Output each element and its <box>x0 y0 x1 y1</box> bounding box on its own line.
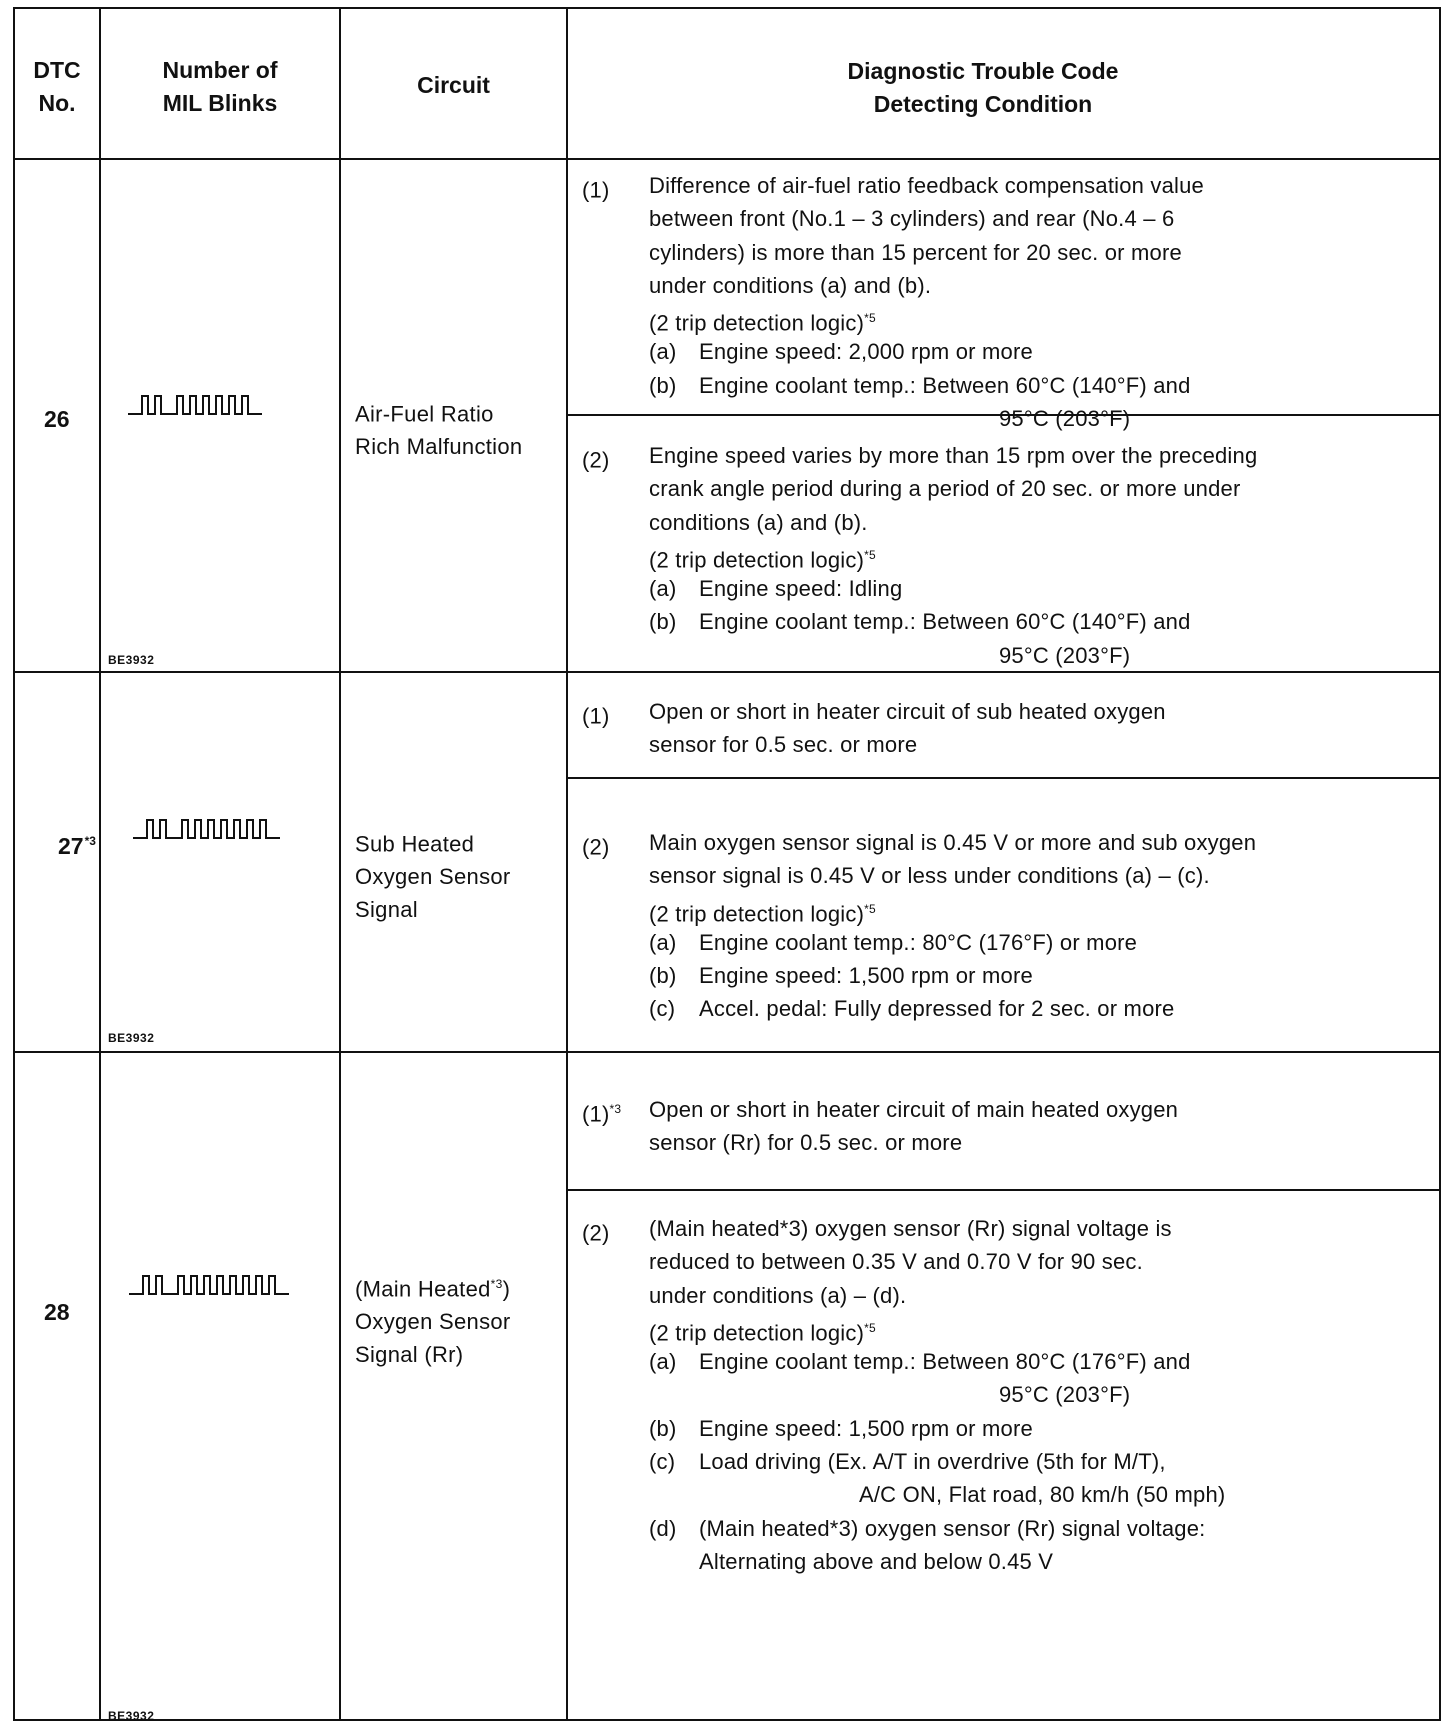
condition-text: under conditions (a) and (b). <box>649 272 932 298</box>
condition-text: cylinders) is more than 15 percent for 20 sec. or more <box>649 239 1182 265</box>
column-divider <box>99 9 101 1719</box>
header-detecting-condition: Diagnostic Trouble Code Detecting Condition <box>847 58 1119 117</box>
header-dtc-no: DTC No. <box>33 57 81 116</box>
condition-text: (Main heated*3) oxygen sensor (Rr) signal voltage is <box>649 1216 1172 1241</box>
condition-number: $(1)^{*3}$ <box>582 1101 622 1127</box>
sub-condition-label: (a) <box>649 339 677 365</box>
figure-code: BE3932 <box>108 1709 155 1723</box>
sub-condition-label: (b) <box>649 963 677 989</box>
header-mil-blinks: Number of MIL Blinks <box>162 57 278 116</box>
sub-condition-text: Engine speed: 2,000 rpm or more <box>699 339 1033 365</box>
blink-waveform <box>128 396 262 414</box>
condition-text: sensor signal is 0.45 V or less under conditions (a) – (c). <box>649 863 1210 889</box>
condition-number: (2) <box>582 447 610 473</box>
dtc-table <box>13 7 1441 1721</box>
sub-condition-text: Accel. pedal: Fully depressed for 2 sec. or more <box>699 996 1175 1022</box>
sub-condition-text: Engine speed: 1,500 rpm or more <box>699 1415 1033 1441</box>
condition-text: conditions (a) and (b). <box>649 509 868 535</box>
row-divider <box>15 671 1439 673</box>
condition-text: Engine speed varies by more than 15 rpm over the preceding <box>649 443 1258 468</box>
sub-condition-text: 95°C (203°F) <box>999 642 1131 668</box>
condition-text: sensor for 0.5 sec. or more <box>649 732 918 758</box>
sub-condition-text: Load driving (Ex. A/T in overdrive (5th for M/T), <box>699 1449 1166 1475</box>
detection-logic: (2 trip detection logic)$^{*5}$ <box>649 547 876 573</box>
sub-condition-text: 95°C (203°F) <box>999 1382 1131 1408</box>
condition-text: Difference of air-fuel ratio feedback compensation value <box>649 173 1204 198</box>
header-circuit: Circuit <box>417 72 490 98</box>
mil-blink-pattern <box>128 393 308 417</box>
sub-condition-label: (b) <box>649 609 677 635</box>
blink-waveform <box>129 1276 289 1294</box>
sub-condition-text: Engine speed: Idling <box>699 576 903 602</box>
sub-condition-text: Engine coolant temp.: Between 60°C (140°F) and <box>699 372 1191 398</box>
sub-condition-label: (c) <box>649 996 676 1022</box>
condition-text: reduced to between 0.35 V and 0.70 V for 90 sec. <box>649 1249 1143 1275</box>
condition-divider <box>566 1189 1439 1191</box>
sub-condition-text: Engine coolant temp.: Between 80°C (176°F) and <box>699 1349 1191 1375</box>
detection-logic: (2 trip detection logic)$^{*5}$ <box>649 310 876 336</box>
sub-condition-text: Alternating above and below 0.45 V <box>699 1548 1054 1574</box>
blink-waveform <box>133 820 280 838</box>
dtc-number: 28 <box>44 1299 70 1325</box>
column-divider <box>339 9 341 1719</box>
condition-number: (2) <box>582 834 610 860</box>
dtc-number: 26 <box>44 406 70 432</box>
circuit-name: Air-Fuel Ratio Rich Malfunction <box>355 401 523 460</box>
sub-condition-label: (b) <box>649 372 677 398</box>
mil-blink-pattern <box>129 1273 329 1297</box>
condition-text: Open or short in heater circuit of sub heated oxygen <box>649 699 1166 724</box>
condition-text: Main oxygen sensor signal is 0.45 V or more and sub oxygen <box>649 830 1257 855</box>
condition-text: between front (No.1 – 3 cylinders) and rear (No.4 – 6 <box>649 206 1175 232</box>
figure-code: BE3932 <box>108 1031 155 1045</box>
condition-number: (1) <box>582 177 610 203</box>
condition-number: (2) <box>582 1220 610 1246</box>
sub-condition-label: (d) <box>649 1515 677 1541</box>
sub-condition-text: Engine coolant temp.: 80°C (176°F) or more <box>699 929 1138 955</box>
condition-text: Open or short in heater circuit of main heated oxygen <box>649 1097 1179 1122</box>
condition-text: crank angle period during a period of 20 sec. or more under <box>649 476 1241 502</box>
circuit-name: Sub Heated Oxygen Sensor Signal <box>355 831 511 923</box>
condition-text: under conditions (a) – (d). <box>649 1282 907 1308</box>
sub-condition-text: 95°C (203°F) <box>999 406 1131 432</box>
mil-blink-pattern <box>133 817 318 841</box>
sub-condition-label: (a) <box>649 1349 677 1375</box>
sub-condition-label: (c) <box>649 1449 676 1475</box>
sub-condition-text: Engine speed: 1,500 rpm or more <box>699 963 1033 989</box>
circuit-name: (Main Heated$^{*3}$) Oxygen Sensor Signal (Rr) <box>355 1276 511 1368</box>
condition-text: sensor (Rr) for 0.5 sec. or more <box>649 1130 963 1156</box>
sub-condition-text: (Main heated*3) oxygen sensor (Rr) signal voltage: <box>699 1515 1206 1541</box>
row-divider <box>15 1051 1439 1053</box>
sub-condition-text: A/C ON, Flat road, 80 km/h (50 mph) <box>859 1482 1226 1508</box>
sub-condition-label: (a) <box>649 929 677 955</box>
condition-number: (1) <box>582 703 610 729</box>
row-divider <box>15 158 1439 160</box>
detection-logic: (2 trip detection logic)$^{*5}$ <box>649 900 876 926</box>
sub-condition-label: (a) <box>649 576 677 602</box>
column-divider <box>566 9 568 1719</box>
detection-logic: (2 trip detection logic)$^{*5}$ <box>649 1320 876 1346</box>
condition-divider <box>566 777 1439 779</box>
sub-condition-text: Engine coolant temp.: Between 60°C (140°F) and <box>699 609 1191 635</box>
dtc-number: 27$^{*3}$ <box>58 833 96 859</box>
figure-code: BE3932 <box>108 653 155 667</box>
sub-condition-label: (b) <box>649 1415 677 1441</box>
